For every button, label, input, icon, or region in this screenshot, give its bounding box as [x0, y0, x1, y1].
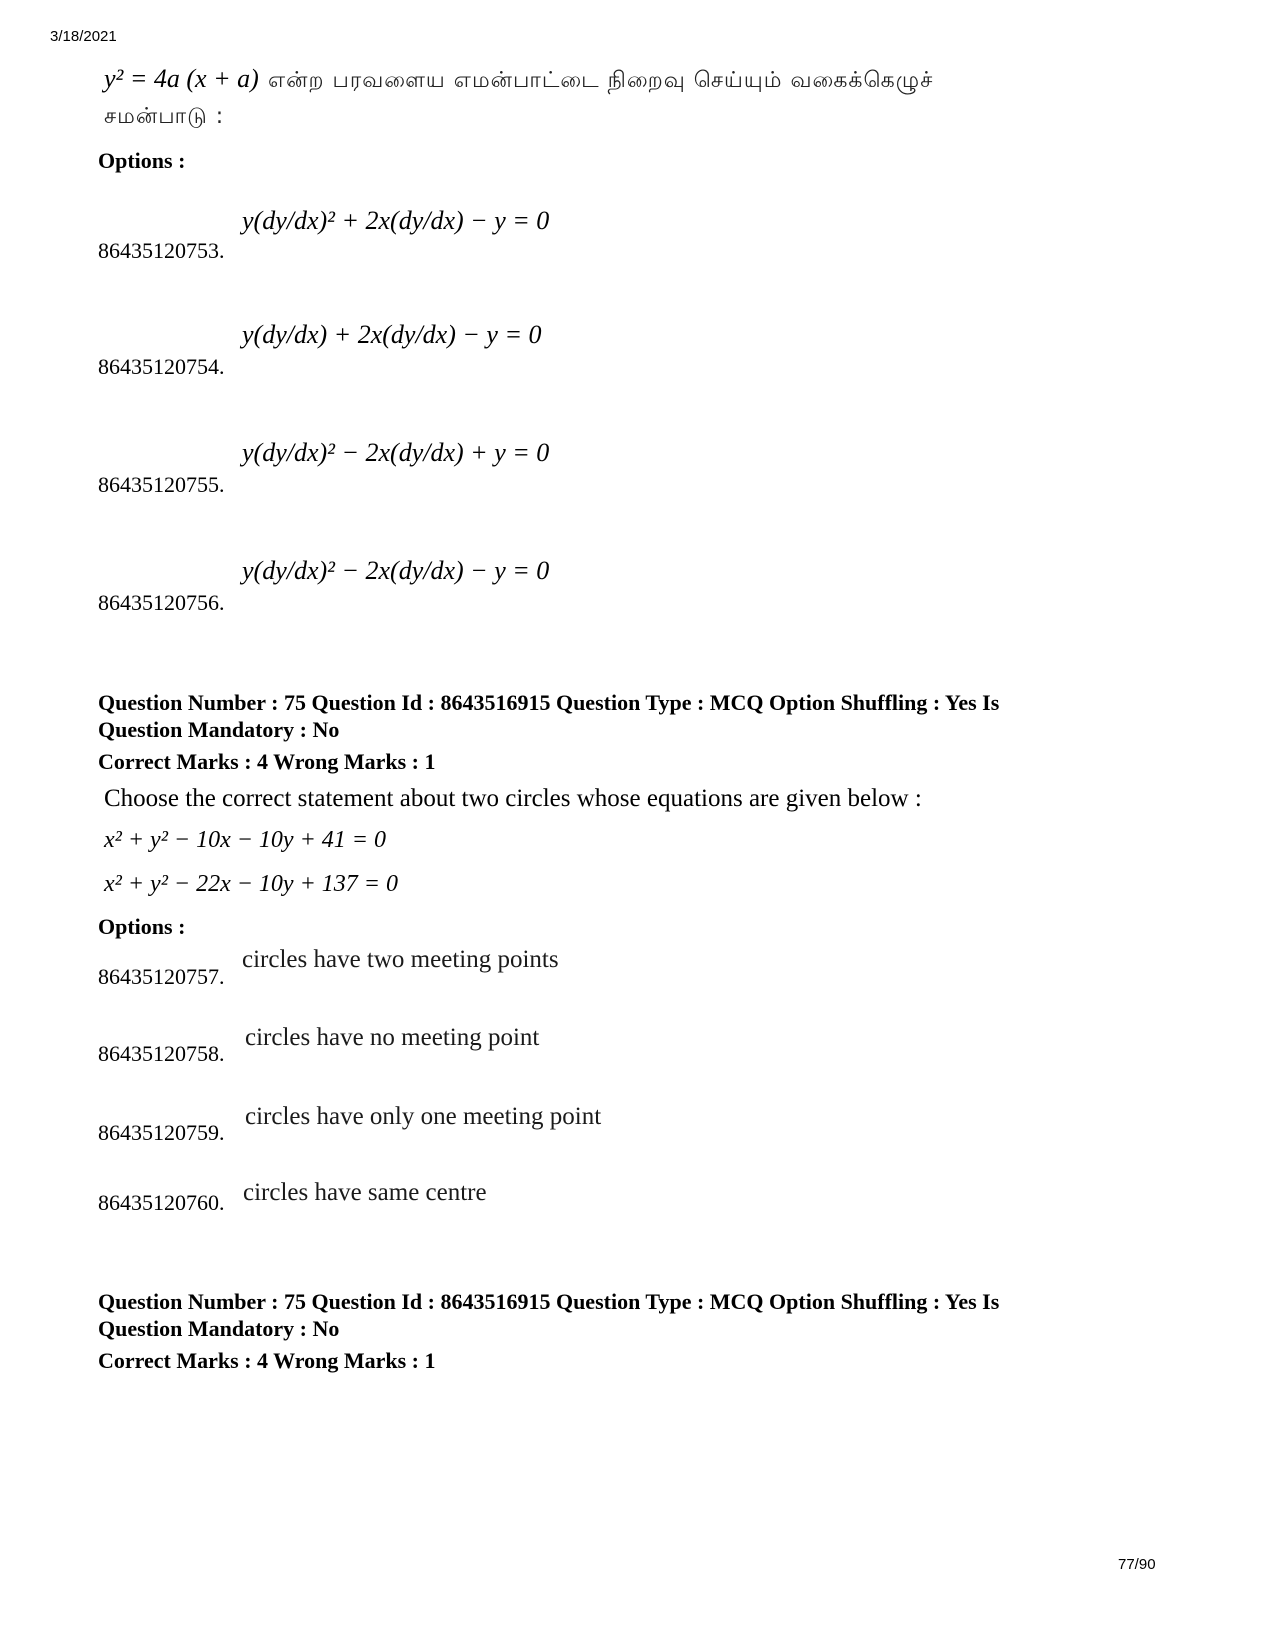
page-number: 77/90: [1118, 1556, 1156, 1573]
print-date: 3/18/2021: [50, 28, 117, 45]
option-id: 86435120754.: [98, 354, 225, 379]
circle-equation-2: x² + y² − 22x − 10y + 137 = 0: [104, 871, 398, 897]
option-text: circles have no meeting point: [245, 1024, 540, 1051]
question-marks: Correct Marks : 4 Wrong Marks : 1: [98, 1348, 436, 1373]
option-formula: y(dy/dx) + 2x(dy/dx) − y = 0: [242, 320, 542, 349]
question-statement: Choose the correct statement about two circles whose equations are given below :: [104, 785, 922, 812]
option-id: 86435120756.: [98, 590, 225, 615]
question-text-tamil-line1: என்ற பரவளைய எமன்பாட்டை நிறைவு செய்யும் வகைக்கெழுச்: [268, 68, 934, 93]
option-formula: y(dy/dx)² + 2x(dy/dx) − y = 0: [242, 206, 550, 235]
circle-equation-1: x² + y² − 10x − 10y + 41 = 0: [104, 827, 386, 853]
option-id: 86435120753.: [98, 238, 225, 263]
option-id: 86435120758.: [98, 1041, 225, 1066]
option-id: 86435120755.: [98, 472, 225, 497]
option-text: circles have two meeting points: [242, 946, 559, 973]
question-mandatory: Question Mandatory : No: [98, 1316, 340, 1341]
question-marks: Correct Marks : 4 Wrong Marks : 1: [98, 749, 436, 774]
parabola-equation: y² = 4a (x + a): [104, 64, 259, 93]
option-text: circles have same centre: [243, 1179, 487, 1206]
options-label: Options :: [98, 148, 186, 173]
question-meta: Question Number : 75 Question Id : 8643516915 Question Type : MCQ Option Shuffling : Yes Is: [98, 690, 1000, 715]
option-id: 86435120760.: [98, 1190, 225, 1215]
question-meta: Question Number : 75 Question Id : 8643516915 Question Type : MCQ Option Shuffling : Yes Is: [98, 1289, 1000, 1314]
question-mandatory: Question Mandatory : No: [98, 717, 340, 742]
options-label: Options :: [98, 914, 186, 939]
option-formula: y(dy/dx)² − 2x(dy/dx) − y = 0: [242, 556, 550, 585]
question-text-tamil-line2: சமன்பாடு :: [104, 104, 225, 129]
option-formula: y(dy/dx)² − 2x(dy/dx) + y = 0: [242, 438, 550, 467]
option-text: circles have only one meeting point: [245, 1103, 602, 1130]
option-id: 86435120757.: [98, 964, 225, 989]
option-id: 86435120759.: [98, 1120, 225, 1145]
